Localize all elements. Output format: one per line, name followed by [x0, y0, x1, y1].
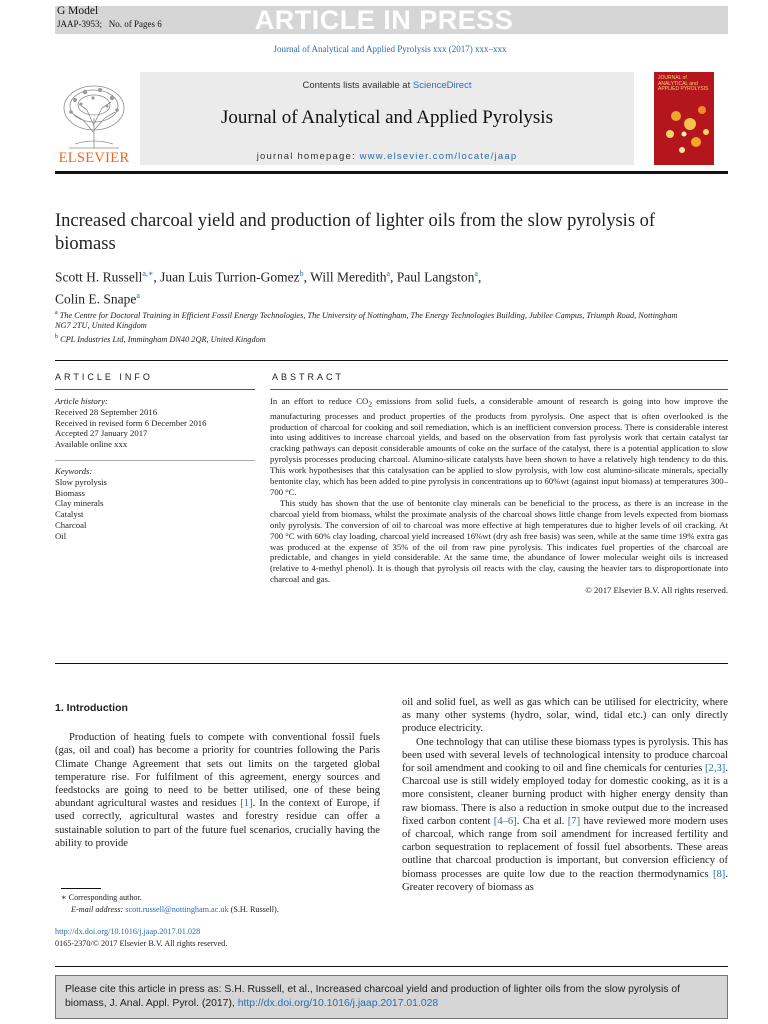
body-text: . Cha et al.: [516, 815, 568, 827]
citation-text: Please cite this article in press as: S.H. Russell, et al., Increased charcoal yield and production of lighter oils from the slow pyrolysis of biomass, J. Anal. Appl. Pyrol. (2017),: [65, 984, 681, 1009]
author-list: Scott H. Russell$^{a,∗}$, Juan Luis Turrion-Gomez$^b$, Will Meredith$^a$, Paul Langston$^a$, Colin E. Snape$^a$: [55, 269, 482, 306]
gmodel-text: G Model: [57, 5, 99, 17]
footnote: [61, 892, 381, 915]
email-link[interactable]: scott.russell@nottingham.ac.uk: [125, 904, 229, 914]
cover-graphic: [654, 72, 714, 165]
author-sup[interactable]: a: [474, 269, 478, 278]
corresponding-author-note: ∗ Corresponding author.: [61, 893, 142, 902]
author-sup[interactable]: a: [136, 290, 140, 300]
body-text: . In the context of Europe, if used correctly, agricultural wastes and forestry residue can offer a sustainable solution to part of the future fuel scenarios, crucially having the ability to provide: [55, 798, 381, 849]
keywords: [55, 466, 255, 542]
abstract-text: In an effort to reduce CO: [270, 396, 369, 406]
history-item: Received in revised form 6 December 2016: [55, 417, 207, 428]
body-text: One technology that can utilise these biomass types is pyrolysis. This has been used with several levels of technological intensity to produce charcoal for soil amendment and cooking to oil and fine chemicals for centuries: [402, 736, 728, 775]
abstract-body: [270, 396, 728, 596]
banner-text: ARTICLE IN PRESS: [254, 5, 514, 35]
doi-link[interactable]: http://dx.doi.org/10.1016/j.jaap.2017.01.028: [55, 927, 201, 936]
author-sup[interactable]: a: [386, 269, 391, 278]
body-text: have reviewed more modern uses of charcoal, which range from soil amendment for increased fertility and carbon sequestration to replacement of fossil fuel absorbents. These areas outline that charcoal production is important, but conversion efficiency of biomass processes are quite low due to the reaction thermodynamics: [402, 815, 729, 880]
homepage-label: journal homepage:: [256, 151, 360, 162]
body-paragraph: [402, 736, 728, 894]
reference-link[interactable]: [8]: [712, 868, 726, 880]
section-heading: 1. Introduction: [55, 702, 128, 714]
article-info-heading: ARTICLE INFO: [55, 372, 153, 382]
reference-link[interactable]: [7]: [567, 815, 581, 827]
author-name[interactable]: Colin E. Snape: [55, 291, 137, 306]
footnote-rule: [61, 888, 101, 889]
history-item: Available online xxx: [55, 439, 128, 450]
keyword-item: Slow pyrolysis: [55, 476, 107, 487]
history-item: Received 28 September 2016: [55, 406, 158, 417]
affiliation-text: The Centre for Doctoral Training in Efficient Fossil Energy Technologies, The University of Nottingham, The Energy Technologies Building, Jubilee Campus, Triumph Road, Nottingham NG7 2TU, United Kingdom: [55, 310, 678, 331]
body-right-column: [402, 696, 728, 894]
journal-cover-image: [654, 72, 714, 165]
abstract-heading: ABSTRACT: [272, 372, 345, 382]
keyword-item: Biomass: [55, 487, 85, 498]
citation-doi-link[interactable]: http://dx.doi.org/10.1016/j.jaap.2017.01.028: [237, 997, 439, 1009]
affiliation-item: [55, 332, 695, 345]
reference-link[interactable]: [2,3]: [705, 763, 726, 775]
reference-link[interactable]: [1]: [240, 798, 253, 810]
citation-box: [55, 975, 728, 1019]
author-sup[interactable]: b: [299, 269, 304, 278]
affiliation-sup: a: [55, 310, 58, 316]
abstract-copyright: © 2017 Elsevier B.V. All rights reserved.: [585, 585, 728, 596]
author-name[interactable]: Scott H. Russell: [55, 269, 143, 285]
doi-block: [55, 926, 385, 949]
journal-homepage: [140, 151, 634, 162]
author-sup[interactable]: a,∗: [142, 269, 154, 278]
contents-prefix: Contents lists available at: [302, 80, 413, 91]
body-paragraph: [55, 731, 380, 850]
abstract-subscript: 2: [368, 400, 372, 409]
body-text: Production of heating fuels to compete with conventional fossil fuels (gas, oil and coal) has become a priority for countries following the Paris Climate Change Agreement that sets out limits on the targeted global temperature rise. For fulfilment of this agreement, energy sources and feedstocks are going to need to be better utilised, one of these being abundant agricultural wastes and residues: [55, 732, 380, 810]
info-divider: [55, 460, 255, 461]
abstract-text: emissions from solid fuels, a considerable amount of research is going into how improve the manufacturing processes and product properties of the products from pyrolysis. One aspect that is often overlooked is the production of charcoal for cooking and soil remediation, which is an inefficient conversion process. There is considerable interest into using additives to increase charcoal yields, and based on the observation from fast pyrolysis work that certain catalyst tar cracking pathways can deposit considerable amounts of coke on the surface of the catalyst, there is a potential application to slow pyrolysis processes producing charcoal. Alumino-silicate catalysts have been shown to have a relatively high tendency to do this. This work hypothesises that this catalysation can be applied to slow pyrolysis, with low cost alumino-silicate minerals, specially bentonite clay, which has been added to pine pyrolysis in concentrations up to 60%wt (against input biomass) at temperatures 300–700 °C.: [270, 396, 728, 497]
homepage-link[interactable]: www.elsevier.com/locate/jaap: [359, 151, 518, 162]
body-paragraph: oil and solid fuel, as well as gas which can be utilised for electricity, where as many other systems (hydro, solar, wind, tidal etc.) can only directly produce electricity.: [402, 697, 728, 735]
abstract-paragraph: This study has shown that the use of bentonite clay minerals can be beneficial to the process, as there is an increase in the charcoal yield from biomass, whilst the proximate analysis of the charcoal shows little change from levels expected from biomass only pyrolysis. The conversion of oil to charcoal was more effective at high temperatures due to higher levels of oil cracking. At 700 °C with 60% clay loading, charcoal yield increased 16%wt (dry ash free basis) was seen, while at the same time 19% extra gas was produced at the expense of 35% of the oil from raw pine pyrolysis. This indicates fuel properties of the charcoal are predictable, and changes in yield considerable. At the same time, the abundance of lower molecular weight oils is increased (relative to 4-methyl phenol). It is though that pyrolysis oil reacts with the clay, causing the heavier tars to disproportionate into charcoal and gas.: [270, 497, 728, 585]
publisher-name: ELSEVIER: [58, 150, 130, 166]
email-line: [61, 904, 381, 916]
article-info-rule: [55, 389, 255, 390]
header-divider: [55, 171, 728, 174]
page-count: No. of Pages 6: [108, 19, 162, 29]
issn-copyright: 0165-2370/© 2017 Elsevier B.V. All rights reserved.: [55, 938, 228, 948]
keywords-label: Keywords:: [55, 466, 93, 476]
body-text: . Greater recovery of biomass as: [402, 868, 728, 893]
abstract-divider: [55, 663, 728, 664]
history-item: Accepted 27 January 2017: [55, 428, 148, 439]
article-title: Increased charcoal yield and production of lighter oils from the slow pyrolysis of biomass: [55, 211, 656, 254]
affiliation-item: [55, 308, 695, 332]
title-divider: [55, 360, 728, 361]
affiliations: [55, 308, 695, 345]
author-name[interactable]: Will Meredith: [310, 269, 387, 285]
abstract-rule: [270, 389, 728, 390]
keyword-item: Clay minerals: [55, 498, 104, 509]
history-label: Article history:: [55, 396, 108, 406]
author-name[interactable]: Juan Luis Turrion-Gomez: [160, 269, 300, 285]
keyword-item: Oil: [55, 530, 67, 541]
footer-divider: [55, 966, 728, 967]
abstract-paragraph: [270, 396, 728, 498]
contents-line: [140, 80, 634, 91]
keyword-item: Charcoal: [55, 519, 87, 530]
cover-title: JOURNAL of ANALYTICAL and APPLIED PYROLYSIS: [658, 75, 709, 92]
keyword-item: Catalyst: [55, 509, 84, 520]
email-label: E-mail address:: [71, 904, 126, 914]
article-history: [55, 396, 255, 450]
body-left-column: [55, 702, 380, 850]
author-name[interactable]: Paul Langston: [396, 269, 475, 285]
journal-reference-link[interactable]: Journal of Analytical and Applied Pyrolysis xxx (2017) xxx–xxx: [273, 44, 507, 54]
journal-title: Journal of Analytical and Applied Pyrolysis: [221, 107, 553, 128]
email-suffix: (S.H. Russell).: [228, 904, 279, 914]
sciencedirect-link[interactable]: ScienceDirect: [412, 80, 472, 91]
body-text: . Charcoal use is still widely employed today for domestic cooking, as it is a more consistent, cleaner burning product with higher energy density than raw biomass. There is also a reduction in smoke output due to the increased fixed carbon content: [402, 763, 728, 827]
reference-link[interactable]: [4–6]: [493, 815, 517, 827]
affiliation-sup: b: [55, 333, 58, 340]
article-code: JAAP-3953;: [57, 19, 103, 29]
affiliation-text: CPL Industries Ltd, Immingham DN40 2QR, United Kingdom: [60, 334, 266, 344]
